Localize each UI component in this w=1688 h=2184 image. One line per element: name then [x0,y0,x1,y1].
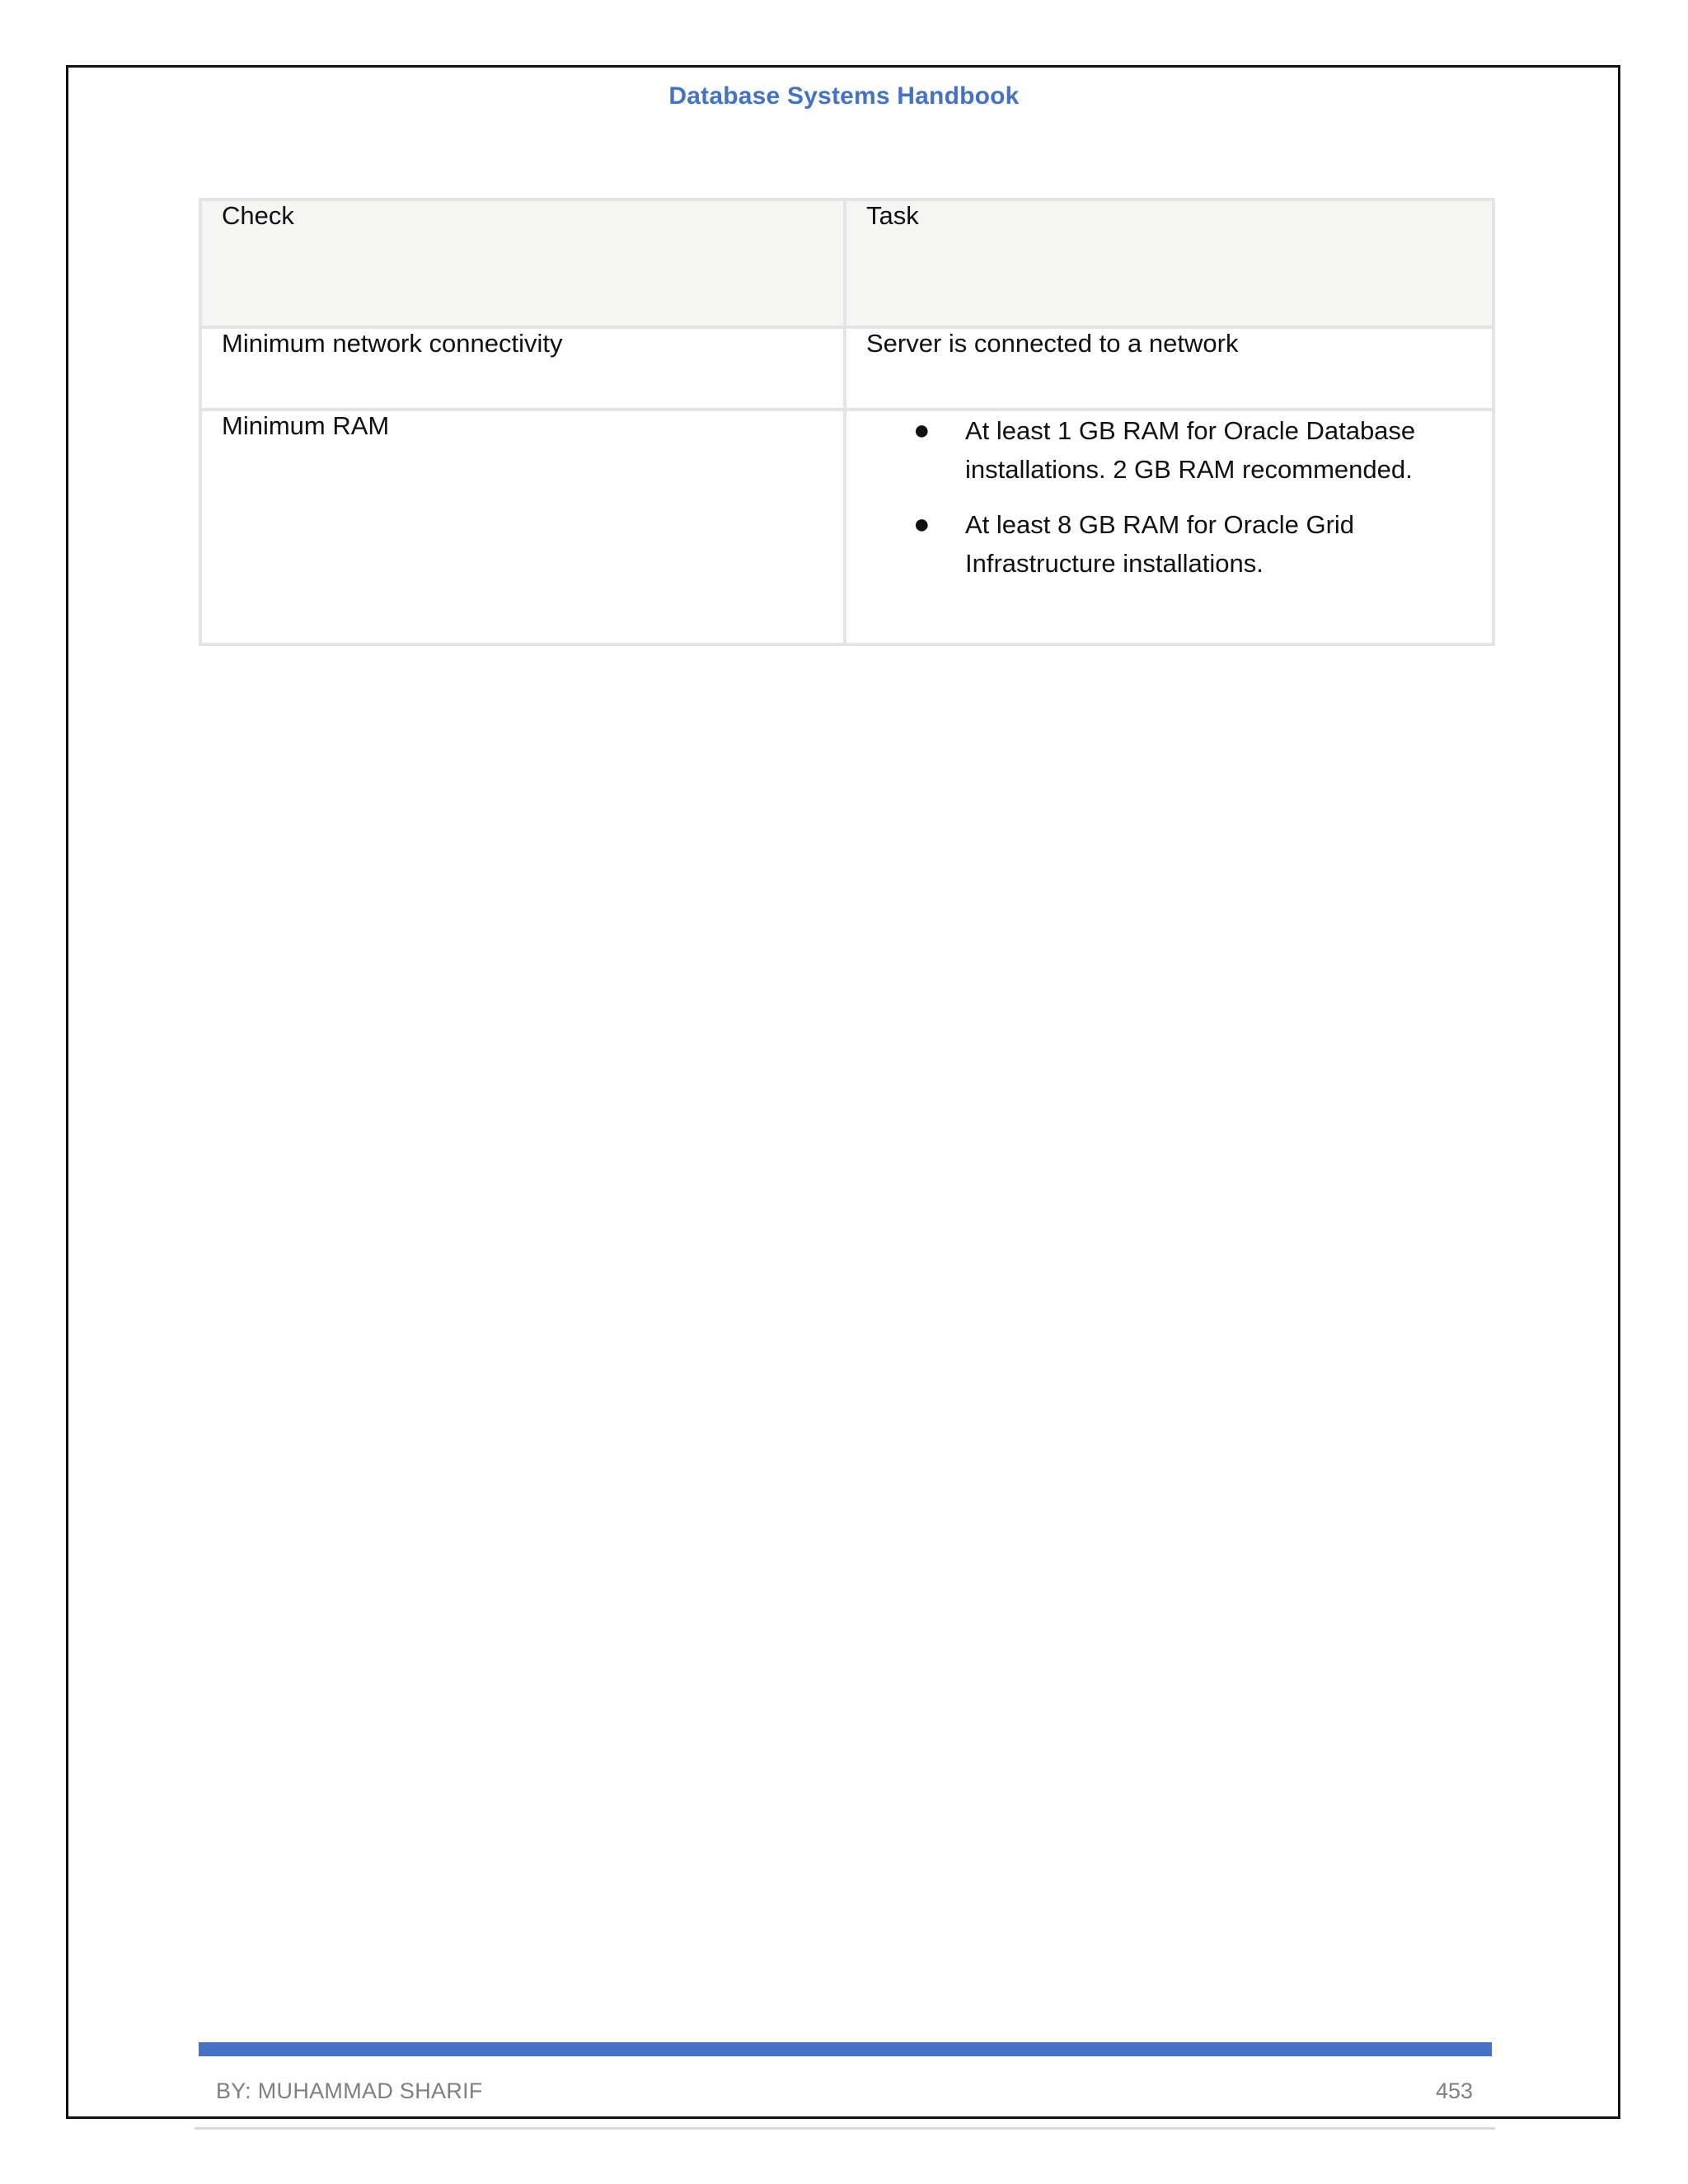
bullet-icon: ● [913,415,931,446]
task-cell [845,410,1493,644]
requirements-table [199,198,1495,646]
column-header-check: Check [200,199,845,327]
footer-author: BY: MUHAMMAD SHARIF [216,2079,483,2103]
check-cell: Minimum RAM [200,410,845,644]
table-header-row [200,199,1493,327]
list-item-text: At least 1 GB RAM for Oracle Database installations. 2 GB RAM recommended. [965,416,1416,484]
list-item [913,505,1472,583]
bullet-icon: ● [913,509,931,540]
page-header-title: Database Systems Handbook [668,82,1020,110]
list-item-text: At least 8 GB RAM for Oracle Grid Infrastructure installations. [965,510,1355,578]
list-item [913,411,1472,489]
check-cell: Minimum network connectivity [200,327,845,410]
table-row [200,327,1493,410]
column-header-task: Task [845,199,1493,327]
page-number: 453 [1435,2079,1473,2103]
footer-accent-bar [199,2042,1492,2056]
task-bullet-list [866,411,1472,583]
bottom-divider [195,2127,1495,2130]
task-cell: Server is connected to a network [845,327,1493,410]
table-row [200,410,1493,644]
